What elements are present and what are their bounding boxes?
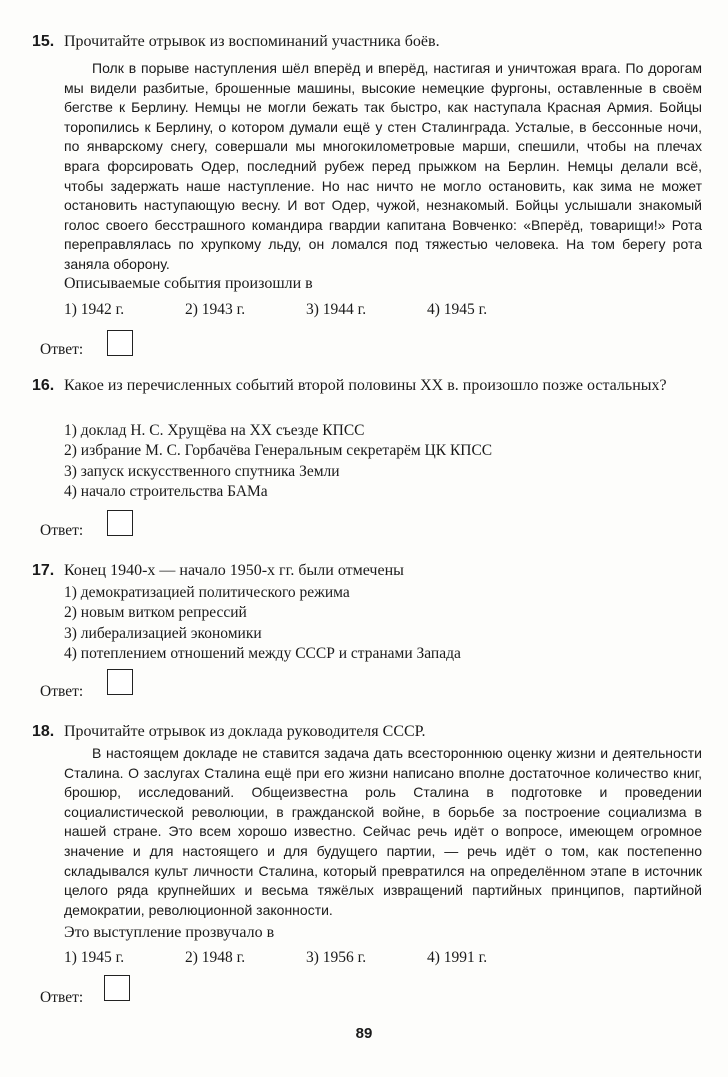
question-number: 15. xyxy=(32,33,55,50)
question-text: Описываемые события произошли в xyxy=(64,275,313,292)
option-2: 2) избрание М. С. Горбачёва Генеральным секретарём ЦК КПСС xyxy=(64,442,493,460)
answer-box[interactable] xyxy=(107,669,133,695)
question-prompt: Прочитайте отрывок из доклада руководителя СССР. xyxy=(64,723,426,740)
page-number: 89 xyxy=(355,1025,373,1042)
answer-label: Ответ: xyxy=(40,989,84,1006)
option-2: 2) 1948 г. xyxy=(185,949,246,966)
question-prompt: Какое из перечисленных событий второй половины XX в. произошло позже остальных? xyxy=(64,377,667,394)
option-1: 1) 1945 г. xyxy=(64,949,125,966)
option-1: 1) доклад Н. С. Хрущёва на XX съезде КПСС xyxy=(64,422,365,439)
answer-label: Ответ: xyxy=(40,522,84,539)
option-4: 4) начало строительства БАМа xyxy=(64,482,268,500)
question-prompt: Прочитайте отрывок из воспоминаний участника боёв. xyxy=(64,33,440,50)
option-4: 4) 1945 г. xyxy=(427,301,488,318)
option-4: 4) 1991 г. xyxy=(427,949,488,966)
option-3: 3) 1956 г. xyxy=(306,949,367,966)
question-number: 18. xyxy=(32,723,55,740)
option-3: 3) запуск искусственного спутника Земли xyxy=(64,462,340,480)
option-1: 1) демократизацией политического режима xyxy=(64,584,350,601)
option-2: 2) 1943 г. xyxy=(185,301,246,318)
option-3: 3) 1944 г. xyxy=(306,301,367,318)
answer-options xyxy=(64,421,492,502)
option-2: 2) новым витком репрессий xyxy=(64,604,247,622)
answer-box[interactable] xyxy=(107,510,133,536)
option-4: 4) потеплением отношений между СССР и странами Запада xyxy=(64,644,461,662)
answer-options xyxy=(64,300,548,320)
answer-label: Ответ: xyxy=(40,683,84,700)
answer-options xyxy=(64,583,461,664)
question-text: Это выступление прозвучало в xyxy=(64,924,275,941)
source-passage: В настоящем докладе не ставится задача дать всестороннюю оценку жизни и деятельности Сталина. О заслугах Сталина ещё при его жизни написано вполне достаточное количество книг, брошюр, исследований. Общеизвестна роль Сталина в подготовке и проведении социалистической революции, в гражданской войне, в борьбе за построение социализма в нашей стране. Это всем хорошо известно. Сейчас речь идёт о вопросе, имеющем огромное значение и для настоящего и для будущего партии, — речь идёт о том, как постепенно складывался культ личности Сталина, который превратился на определённом этапе в источник целого ряда крупнейших и весьма тяжёлых извращений партийных принципов, партийной демократии, революционной законности. xyxy=(64,745,702,918)
answer-box[interactable] xyxy=(107,330,133,356)
answer-options xyxy=(64,948,548,968)
option-1: 1) 1942 г. xyxy=(64,301,125,318)
option-3: 3) либерализацией экономики xyxy=(64,624,262,642)
answer-box[interactable] xyxy=(104,975,130,1001)
question-number: 16. xyxy=(32,377,55,394)
question-number: 17. xyxy=(32,562,55,579)
question-prompt: Конец 1940-х — начало 1950-х гг. были отмечены xyxy=(64,562,404,579)
source-passage: Полк в порыве наступления шёл вперёд и вперёд, настигая и уничтожая врага. По дорогам мы видели разбитые, брошенные машины, высокие немецкие фургоны, оставленные в своём бегстве к Берлину. Немцы не могли бежать так быстро, как наступала Красная Армия. Бойцы торопились к Берлину, о котором думали ещё у стен Сталинграда. Усталые, в бессонные ночи, по январскому снегу, совершали мы многокилометровые марши, спешили, чтобы на плечах врага форсировать Одер, последний рубеж перед прыжком на Берлин. Немцы делали всё, чтобы задержать наше наступление. Но нас ничто не могло остановить, как зима не может остановить наступающую весну. И вот Одер, чужой, незнакомый. Бойцы услышали знакомый голос своего бесстрашного командира гвардии капитана Вовченко: «Вперёд, товарищи!» Рота переправлялась по хрупкому льду, он ломался под тяжестью человека. На том берегу рота заняла оборону. xyxy=(64,60,702,272)
answer-label: Ответ: xyxy=(40,341,84,358)
